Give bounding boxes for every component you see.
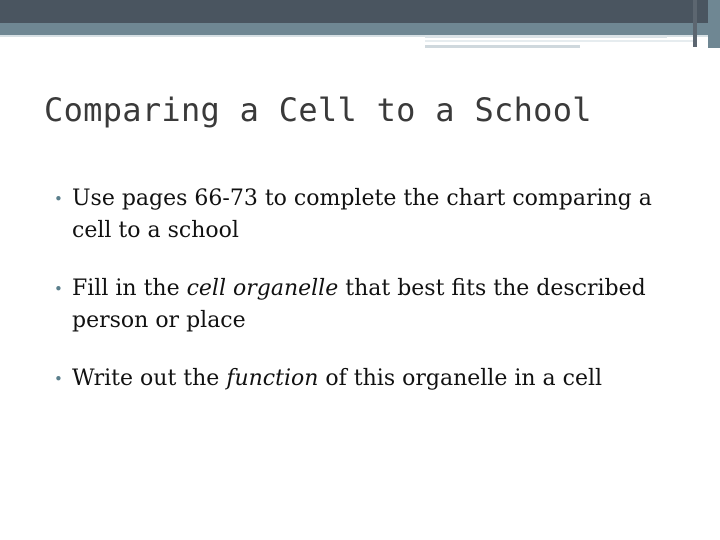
banner-tab-line: [425, 45, 580, 48]
banner-tab-line: [425, 35, 667, 38]
bullet-text-start: Write out the: [72, 366, 227, 391]
bullet-text-end: that best fits the described person or place: [72, 276, 646, 333]
bullet-emphasis: cell organelle: [186, 276, 339, 301]
bullet-dot-icon: •: [54, 190, 63, 208]
banner-teal-strip: [0, 23, 720, 35]
banner-notch: [693, 0, 697, 47]
bullet-item: [54, 273, 684, 337]
slide-title: Comparing a Cell to a School: [44, 91, 592, 129]
banner-tab-line: [425, 40, 693, 42]
bullet-text-start: Fill in the: [72, 276, 187, 301]
bullet-list: [54, 183, 684, 421]
banner-dark-strip: [0, 0, 720, 23]
bullet-item: [54, 363, 684, 395]
bullet-dot-icon: •: [54, 370, 63, 388]
bullet-dot-icon: •: [54, 280, 63, 298]
bullet-text: Use pages 66-73 to complete the chart comparing a cell to a school: [72, 186, 652, 243]
banner-end-block: [708, 0, 720, 48]
bullet-emphasis: function: [226, 366, 319, 391]
bullet-item: [54, 183, 684, 247]
bullet-text-end: of this organelle in a cell: [318, 366, 603, 391]
